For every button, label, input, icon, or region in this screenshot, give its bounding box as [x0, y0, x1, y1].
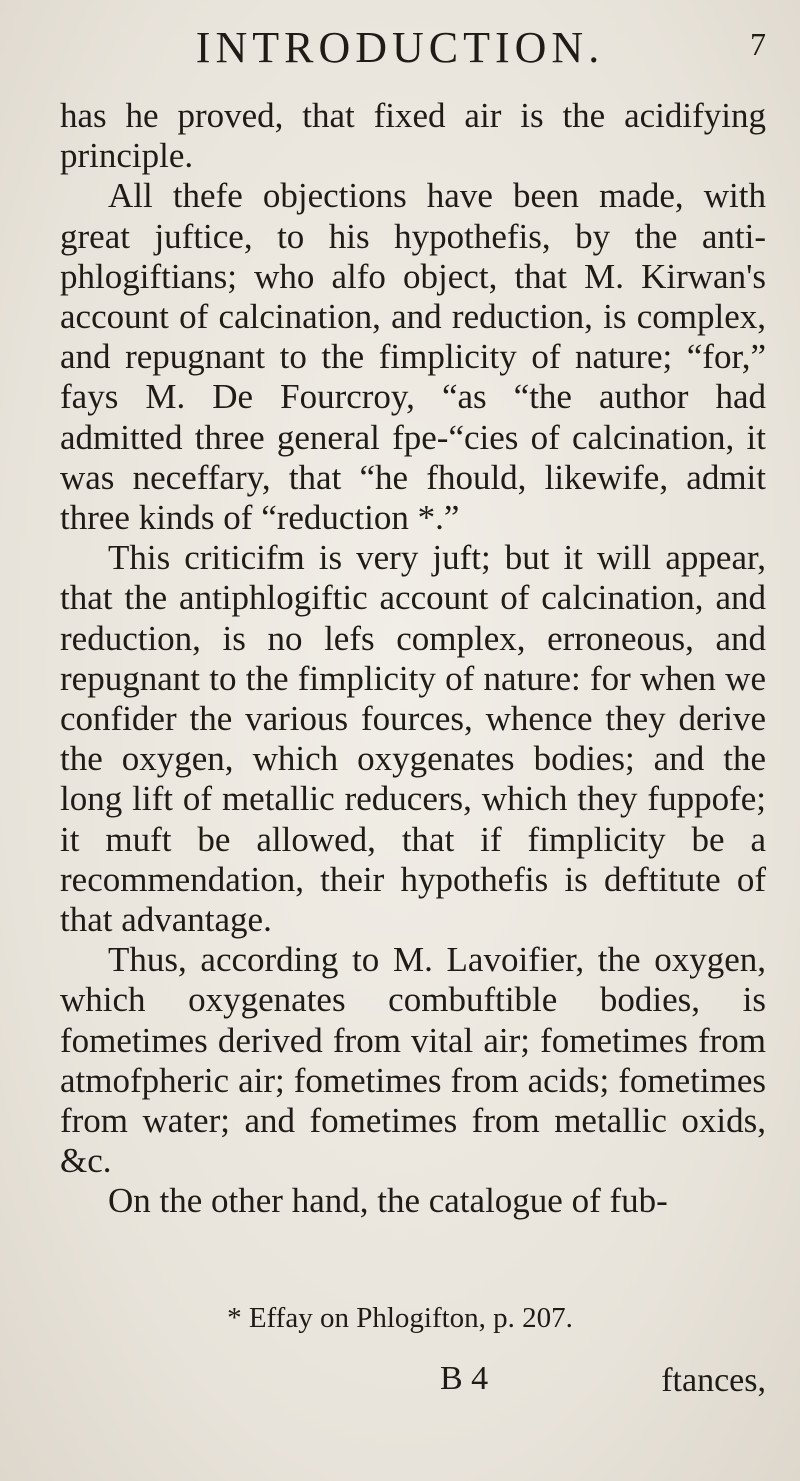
catchword: ftances, [661, 1362, 766, 1399]
paragraph-criticism: This criticifm is very juft; but it will appear, that the antiphlogiftic account of calcination, and reduction, is no lefs complex, erroneous, and repugnant to the fimplicity of nature: for when we confider the various fources, whence they derive the oxygen, which oxygenates bodies; and the long lift of metallic reducers, which they fuppofe; it muft be allowed, that if fimplicity be a recommendation, their hypothefis is deftitute of that advantage. [60, 538, 766, 940]
paragraph-catalogue: On the other hand, the catalogue of fub- [108, 1181, 668, 1221]
paragraph-objections: All thefe objections have been made, with great juftice, to his hypothefis, by the anti-phlogiftians; who alfo object, that M. Kirwan's account of calcination, and reduction, is complex, and repugnant to the fimplicity of nature; “for,” fays M. De Fourcroy, “as “the author had admitted three general fpe-“cies of calcination, it was neceffary, that “he fhould, likewife, admit three kinds of “reduction *.” [60, 176, 766, 538]
page-header [0, 18, 800, 78]
page-number: 7 [750, 26, 766, 62]
running-title: INTRODUCTION. [195, 23, 605, 72]
footnote: * Effay on Phlogifton, p. 207. [227, 1302, 573, 1334]
paragraph-continuation: has he proved, that fixed air is the acidifying principle. [60, 96, 766, 176]
body-text [60, 96, 766, 1222]
paragraph-lavoisier: Thus, according to M. Lavoifier, the oxygen, which oxygenates combuftible bodies, is fometimes derived from vital air; fometimes from atmofpheric air; fometimes from acids; fometimes from water; and fometimes from metallic oxids, &c. [60, 940, 766, 1181]
signature-mark: B 4 [440, 1360, 489, 1397]
